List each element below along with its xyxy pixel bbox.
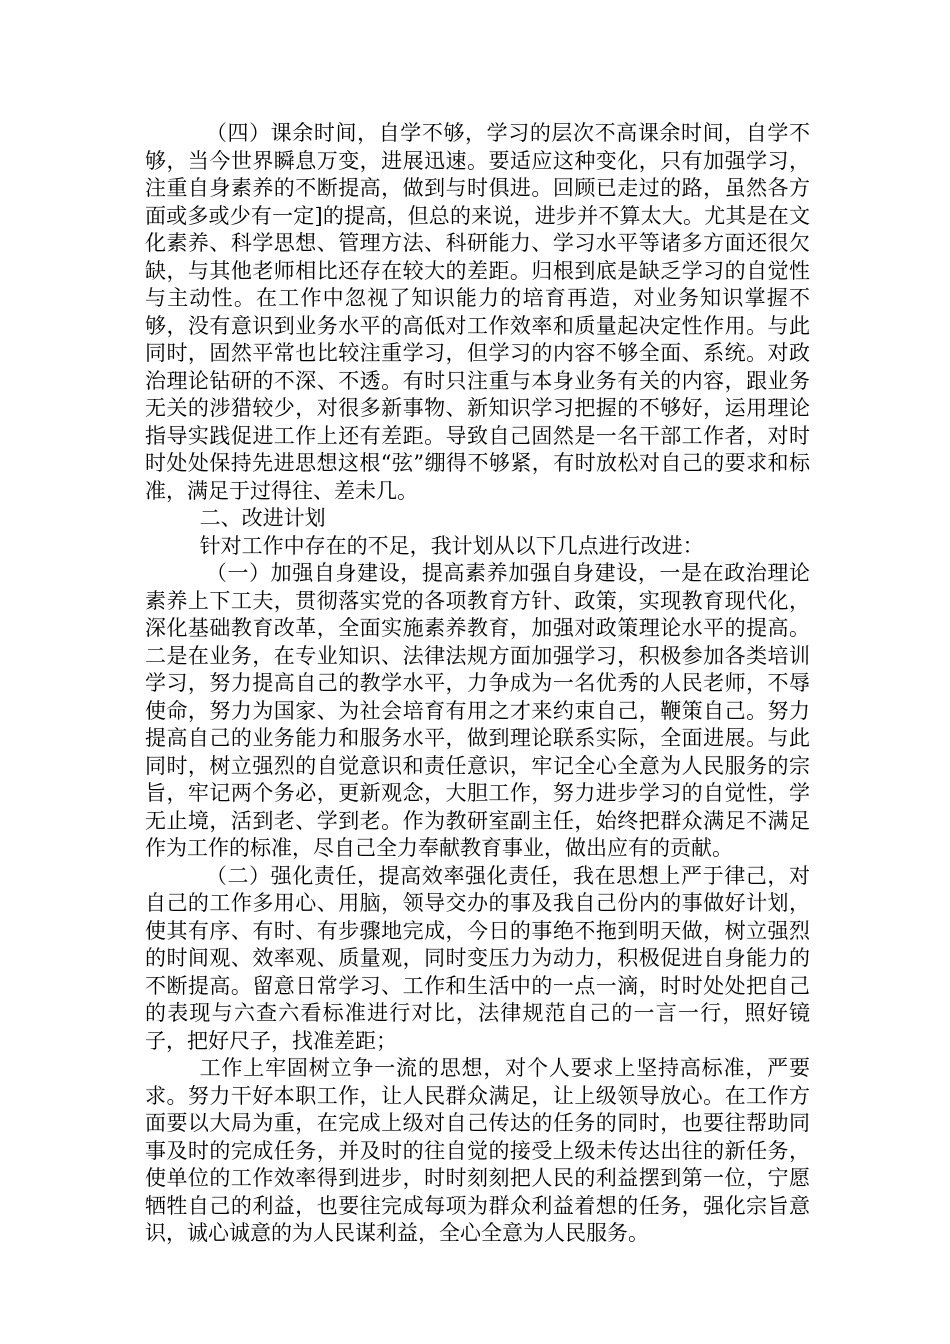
document-body bbox=[145, 120, 810, 1248]
section-heading-improvement-plan: 二、改进计划 bbox=[199, 506, 326, 530]
paragraph-responsibility: （二）强化责任，提高效率强化责任，我在思想上严于律己，对自己的工作多用心、用脑，领导交办的事及我自己份内的事做好计划，使其有序、有时、有步骤地完成，今日的事绝不拖到明天做，树立强烈的时间观、效率观、质量观，同时变压力为动力，积极促进自身能力的不断提高。留意日常学习、工作和生活中的一点一滴，时时处处把自己的表现与六查六看标准进行对比，法律规范自己的一言一行，照好镜子，把好尺子，找准差距； bbox=[145, 863, 810, 1053]
paragraph-plan-intro: 针对工作中存在的不足，我计划从以下几点进行改进： bbox=[199, 533, 704, 558]
paragraph-self-building: （一）加强自身建设，提高素养加强自身建设，一是在政治理论素养上下工夫，贯彻落实党的各项教育方针、政策，实现教育现代化，深化基础教育改革，全面实施素养教育，加强对政策理论水平的提高。二是在业务，在专业知识、法律法规方面加强学习，积极参加各类培训学习，努力提高自己的教学水平，力争成为一名优秀的人民老师，不辱使命，努力为国家、为社会培育有用之才来约束自己，鞭策自己。努力提高自己的业务能力和服务水平，做到理论联系实际，全面进展。与此同时，树立强烈的自觉意识和责任意识，牢记全心全意为人民服务的宗旨，牢记两个务必，更新观念，大胆工作，努力进步学习的自觉性，学无止境，活到老、学到老。作为教研室副主任，始终把群众满足不满足作为工作的标准，尽自己全力奉献教育事业，做出应有的贡献。 bbox=[145, 561, 810, 860]
paragraph-work-standards: 工作上牢固树立争一流的思想，对个人要求上坚持高标准，严要求。努力干好本职工作，让人民群众满足，让上级领导放心。在工作方面要以大局为重，在完成上级对自己传达的任务的同时，也要往帮助同事及时的完成任务，并及时的往自觉的接受上级未传达出往的新任务，使单位的工作效率得到进步，时时刻刻把人民的利益摆到第一位，宁愿牺牲自己的利益，也要往完成每项为群众利益着想的任务，强化宗旨意识，诚心诚意的为人民谋利益，全心全意为人民服务。 bbox=[145, 1056, 810, 1245]
paragraph-study-shortcomings: （四）课余时间，自学不够，学习的层次不高课余时间，自学不够，当今世界瞬息万变，进展迅速。要适应这种变化，只有加强学习，注重自身素养的不断提高，做到与时俱进。回顾已走过的路，虽然各方面或多或少有一定]的提高，但总的来说，进步并不算太大。尤其是在文化素养、科学思想、管理方法、科研能力、学习水平等诸多方面还很欠缺，与其他老师相比还存在较大的差距。归根到底是缺乏学习的自觉性与主动性。在工作中忽视了知识能力的培育再造，对业务知识掌握不够，没有意识到业务水平的高低对工作效率和质量起决定性作用。与此同时，固然平常也比较注重学习，但学习的内容不够全面、系统。对政治理论钻研的不深、不透。有时只注重与本身业务有关的内容，跟业务无关的涉猎较少，对很多新事物、新知识学习把握的不够好，运用理论指导实践促进工作上还有差距。导致自己固然是一名干部工作者，对时时处处保持先进思想这根“弦”绷得不够紧，有时放松对自己的要求和标准，满足于过得往、差未几。 bbox=[145, 121, 810, 503]
